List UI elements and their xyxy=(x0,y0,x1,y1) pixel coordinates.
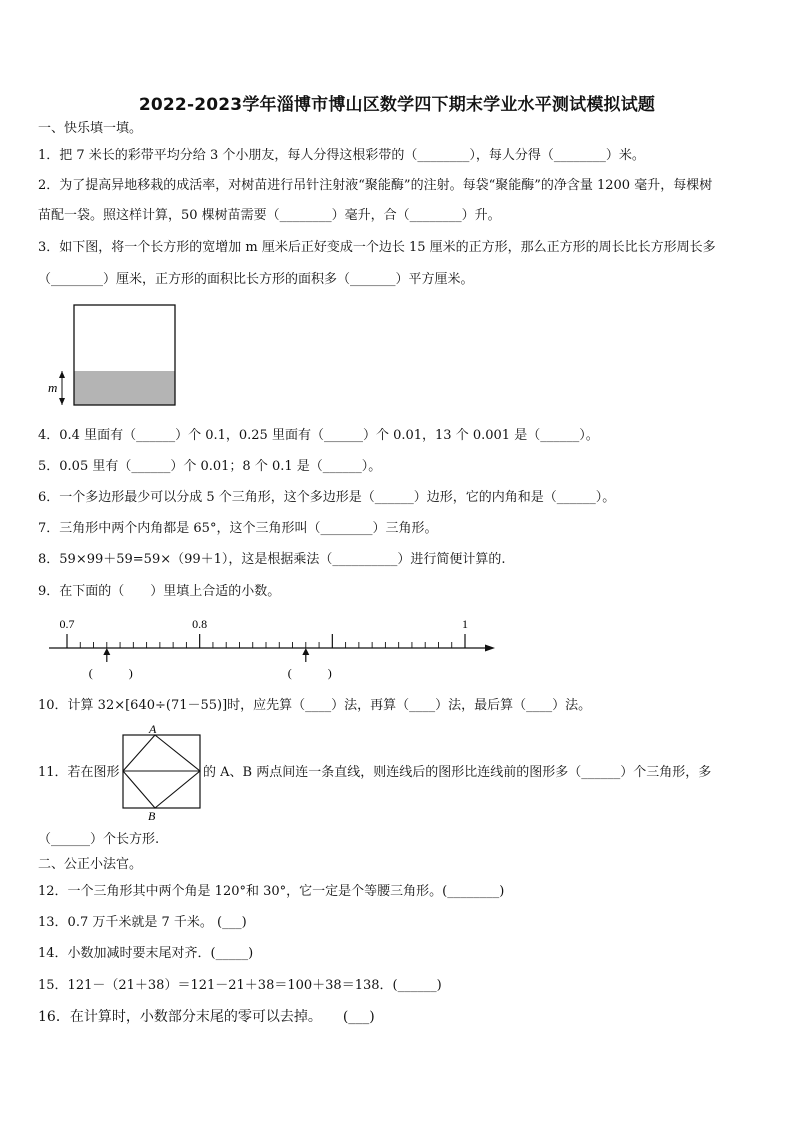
question-6: 6．一个多边形最少可以分成 5 个三角形，这个多边形是（______）边形，它的内角和是（______）。 xyxy=(38,490,616,505)
question-15: 15．121－（21＋38）＝121－21＋38＝100＋38＝138．(______) xyxy=(38,978,442,993)
question-9: 9．在下面的（ ）里填上合适的小数。 xyxy=(38,584,281,599)
number-line-pointer-1 xyxy=(103,648,110,662)
question-2-line-1: 2．为了提高异地移栽的成活率，对树苗进行吊针注射液“聚能酶”的注射。每袋“聚能酶”的净含量 1200 毫升，每棵树 xyxy=(38,178,713,193)
number-line-label-1: 1 xyxy=(462,617,468,631)
ab-figure-label-b: B xyxy=(148,809,156,823)
figure-shaded-strip xyxy=(74,371,175,405)
question-11-line-2: （______）个长方形. xyxy=(38,832,160,847)
question-5: 5．0.05 里有（______）个 0.01；8 个 0.1 是（______）。 xyxy=(38,459,382,474)
question-4: 4．0.4 里面有（______）个 0.1，0.25 里面有（______）个 0.01，13 个 0.001 是（______）。 xyxy=(38,428,599,443)
number-line xyxy=(45,612,505,682)
question-7: 7．三角形中两个内角都是 65°，这个三角形叫（________）三角形。 xyxy=(38,521,438,536)
number-line-blank-1[interactable]: ( ) xyxy=(88,666,133,680)
number-line-label-0-7: 0.7 xyxy=(59,617,75,631)
question-14: 14．小数加减时要末尾对齐．(_____) xyxy=(38,946,254,961)
section-heading-2: 二、公正小法官。 xyxy=(38,857,143,872)
question-12: 12．一个三角形其中两个角是 120°和 30°，它一定是个等腰三角形。(________) xyxy=(38,884,505,899)
question-10: 10．计算 32×[640÷(71－55)]时，应先算（____）法，再算（____）法，最后算（____）法。 xyxy=(38,698,592,713)
ab-figure xyxy=(118,722,208,822)
page-title: 2022-2023学年淄博市博山区数学四下期末学业水平测试模拟试题 xyxy=(138,95,656,115)
number-line-ticks xyxy=(67,634,465,648)
number-line-label-0-8: 0.8 xyxy=(192,617,208,631)
question-3-line-1: 3．如下图，将一个长方形的宽增加 m 厘米后正好变成一个边长 15 厘米的正方形，那么正方形的周长比长方形周长多 xyxy=(38,240,716,255)
ab-figure-label-a: A xyxy=(149,722,157,736)
question-3-line-2: （________）厘米，正方形的面积比长方形的面积多（_______）平方厘米。 xyxy=(38,272,474,287)
question-16: 16．在计算时，小数部分末尾的零可以去掉。 (___) xyxy=(38,1009,375,1025)
figure-m-label: m xyxy=(48,380,58,395)
section-heading-1: 一、快乐填一填。 xyxy=(38,121,143,136)
rectangle-figure xyxy=(40,300,180,410)
number-line-arrowhead xyxy=(485,645,495,652)
question-11-rest: 的 A、B 两点间连一条直线，则连线后的图形比连线前的图形多（______）个三角形，多 xyxy=(203,765,712,780)
question-1: 1．把 7 米长的彩带平均分给 3 个小朋友，每人分得这根彩带的（________），每人分得（________）米。 xyxy=(38,148,645,163)
question-8: 8．59×99＋59=59×（99＋1），这是根据乘法（__________）进行简便计算的. xyxy=(38,552,506,567)
question-13: 13．0.7 万千米就是 7 千米。 (___) xyxy=(38,915,247,930)
figure-m-arrow-down xyxy=(59,398,65,405)
number-line-pointer-2 xyxy=(302,648,309,662)
question-11-prefix: 11．若在图形 xyxy=(38,765,120,780)
figure-m-arrow-up xyxy=(59,371,65,378)
number-line-blank-2[interactable]: ( ) xyxy=(287,666,332,680)
question-2-line-2: 苗配一袋。照这样计算，50 棵树苗需要（________）毫升，合（________）升。 xyxy=(38,208,501,223)
